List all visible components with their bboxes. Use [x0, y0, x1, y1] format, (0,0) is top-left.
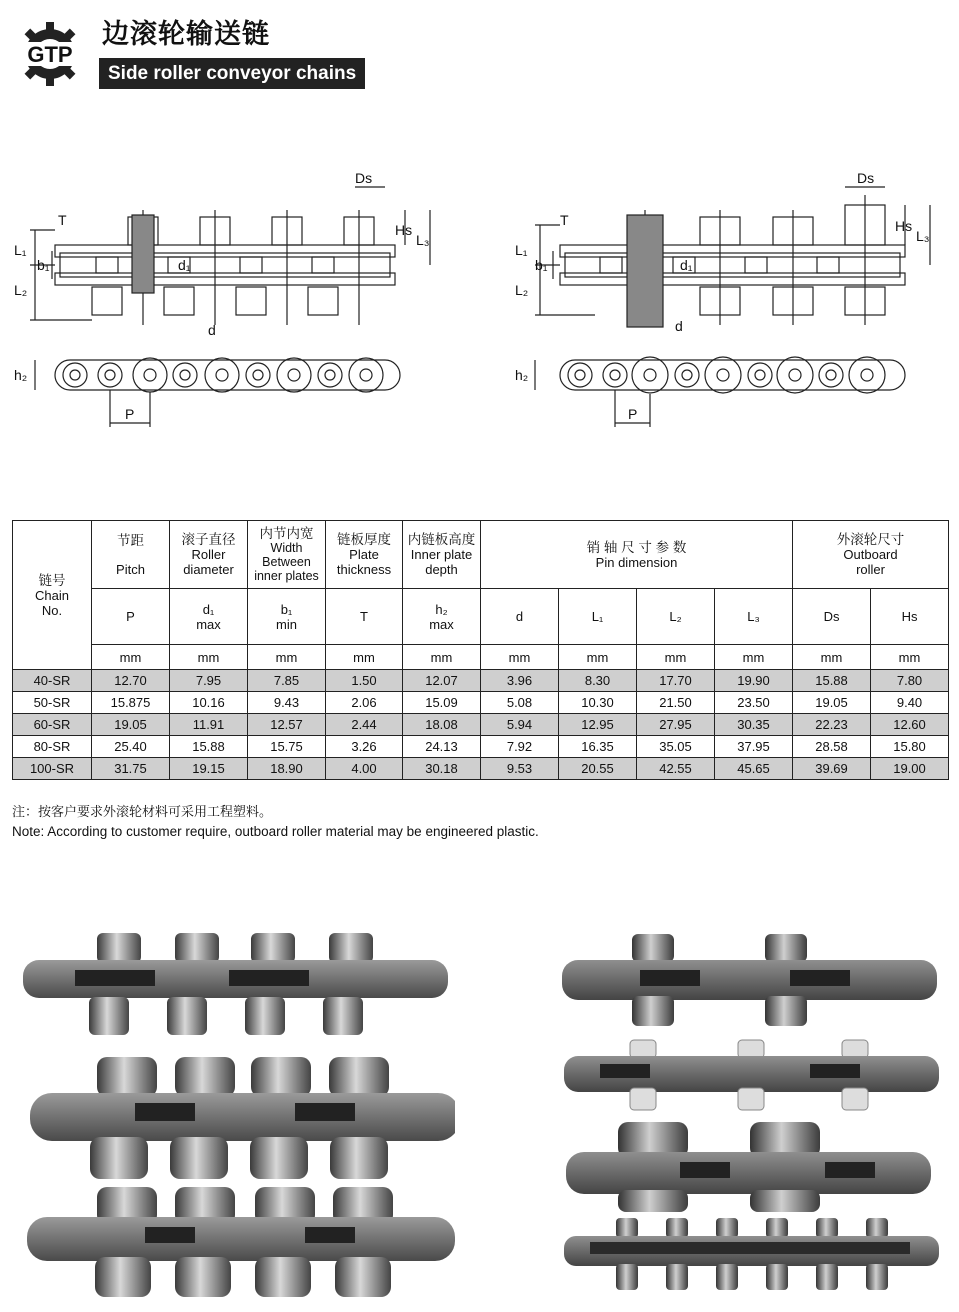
- label-d: d: [208, 322, 216, 338]
- value-cell: 5.94: [481, 714, 559, 736]
- outboard-roller-en2: roller: [856, 562, 885, 577]
- outboard-roller-en1: Outboard: [843, 547, 898, 562]
- header-roller-diameter: [170, 521, 248, 589]
- label-t: T: [58, 212, 67, 228]
- chain-photos-left: [15, 925, 455, 1305]
- pitch-en: Pitch: [116, 561, 145, 577]
- header-plate-thickness: [326, 521, 403, 589]
- photo-chain-3: [27, 1187, 455, 1297]
- value-cell: 30.18: [403, 758, 481, 780]
- value-cell: 39.69: [793, 758, 871, 780]
- symbol-b1: [248, 589, 326, 645]
- table-row: [13, 714, 949, 736]
- label-l3: L₃: [416, 232, 430, 248]
- value-cell: 30.35: [715, 714, 793, 736]
- value-cell: 19.05: [92, 714, 170, 736]
- symbol-d1: [170, 589, 248, 645]
- chain-no-cell: 60-SR: [13, 714, 92, 736]
- value-cell: 12.60: [871, 714, 949, 736]
- value-cell: 4.00: [326, 758, 403, 780]
- chain-no-en1: Chain: [35, 587, 69, 603]
- limit-h2: max: [429, 616, 454, 632]
- symbol-d: d: [481, 589, 559, 645]
- symbol-t: T: [326, 589, 403, 645]
- value-cell: 10.16: [170, 692, 248, 714]
- symbol-l1: L₁: [559, 589, 637, 645]
- spec-table: [12, 520, 949, 780]
- label-p: P: [125, 406, 135, 422]
- chain-no-en2: No.: [41, 602, 63, 618]
- header-pin-dimension: [481, 521, 793, 589]
- symbol-b1-text: b₁: [280, 601, 293, 617]
- value-cell: 15.09: [403, 692, 481, 714]
- unit-cell: mm: [170, 645, 248, 670]
- inner-plate-depth-en2: depth: [425, 562, 458, 577]
- unit-cell: mm: [326, 645, 403, 670]
- value-cell: 37.95: [715, 736, 793, 758]
- value-cell: 20.55: [559, 758, 637, 780]
- title-en: Side roller conveyor chains: [99, 58, 365, 89]
- value-cell: 8.30: [559, 670, 637, 692]
- label-l1-r: L₁: [515, 242, 528, 258]
- pitch-cn: 节距: [117, 532, 144, 548]
- unit-cell: mm: [559, 645, 637, 670]
- note-en: Note: According to customer require, outboard roller material may be engineered plastic.: [12, 824, 539, 839]
- photo-chain-2: [30, 1057, 455, 1179]
- symbol-l3: L₃: [715, 589, 793, 645]
- value-cell: 31.75: [92, 758, 170, 780]
- width-between-en3: inner plates: [254, 568, 319, 583]
- label-b1-r: b₁: [535, 257, 548, 273]
- plate-thickness-cn: 链板厚度: [337, 532, 391, 547]
- header-chain-no: [13, 521, 92, 670]
- label-l3-r: L₃: [916, 228, 930, 244]
- title-cn: 边滚轮输送链: [102, 19, 270, 50]
- unit-cell: mm: [481, 645, 559, 670]
- plate-thickness-en2: thickness: [336, 562, 392, 577]
- value-cell: 7.95: [170, 670, 248, 692]
- value-cell: 27.95: [637, 714, 715, 736]
- chain-photos-right: [560, 930, 945, 1305]
- chain-no-cn: 链号: [38, 572, 66, 588]
- header-outboard-roller: [793, 521, 949, 589]
- value-cell: 3.26: [326, 736, 403, 758]
- value-cell: 12.70: [92, 670, 170, 692]
- value-cell: 7.85: [248, 670, 326, 692]
- value-cell: 1.50: [326, 670, 403, 692]
- table-row: [13, 692, 949, 714]
- chain-diagram-left: [10, 165, 450, 435]
- value-cell: 12.57: [248, 714, 326, 736]
- value-cell: 15.80: [871, 736, 949, 758]
- label-h2-r: h₂: [515, 367, 529, 383]
- value-cell: 19.90: [715, 670, 793, 692]
- label-l1: L₁: [14, 242, 27, 258]
- value-cell: 25.40: [92, 736, 170, 758]
- symbol-d1-text: d₁: [202, 601, 215, 617]
- gtp-gear-logo: [12, 14, 88, 90]
- symbol-l2: L₂: [637, 589, 715, 645]
- outboard-roller-cn: 外滚轮尺寸: [836, 532, 905, 547]
- inner-plate-depth-cn: 内链板高度: [407, 532, 476, 547]
- label-d1: d₁: [178, 257, 191, 273]
- value-cell: 9.53: [481, 758, 559, 780]
- unit-cell: mm: [637, 645, 715, 670]
- value-cell: 45.65: [715, 758, 793, 780]
- value-cell: 15.875: [92, 692, 170, 714]
- value-cell: 15.88: [170, 736, 248, 758]
- unit-cell: mm: [715, 645, 793, 670]
- pin-dimension-en: Pin dimension: [595, 554, 678, 570]
- photo-chain-5: [564, 1040, 939, 1110]
- value-cell: 2.06: [326, 692, 403, 714]
- limit-d1: max: [196, 616, 221, 632]
- header-pitch: [92, 521, 170, 589]
- width-between-en1: Width: [270, 540, 303, 555]
- value-cell: 15.88: [793, 670, 871, 692]
- photo-chain-7: [564, 1218, 939, 1290]
- note: [12, 803, 539, 841]
- value-cell: 19.15: [170, 758, 248, 780]
- value-cell: 24.13: [403, 736, 481, 758]
- value-cell: 15.75: [248, 736, 326, 758]
- value-cell: 22.23: [793, 714, 871, 736]
- width-between-cn: 内节内宽: [259, 525, 314, 541]
- photo-chain-1: [23, 933, 448, 1035]
- label-l2-r: L₂: [515, 282, 529, 298]
- symbol-h2: [403, 589, 481, 645]
- chain-no-cell: 80-SR: [13, 736, 92, 758]
- value-cell: 19.05: [793, 692, 871, 714]
- value-cell: 17.70: [637, 670, 715, 692]
- table-row: [13, 736, 949, 758]
- label-ds: Ds: [355, 170, 373, 186]
- value-cell: 23.50: [715, 692, 793, 714]
- value-cell: 16.35: [559, 736, 637, 758]
- value-cell: 18.90: [248, 758, 326, 780]
- value-cell: 35.05: [637, 736, 715, 758]
- symbol-p: P: [92, 589, 170, 645]
- label-d-r: d: [675, 318, 683, 334]
- roller-diameter-en1: Roller: [191, 547, 226, 562]
- label-t-r: T: [560, 212, 569, 228]
- unit-cell: mm: [793, 645, 871, 670]
- label-d1-r: d₁: [680, 257, 693, 273]
- label-hs: Hs: [395, 222, 413, 238]
- header-width-between: [248, 521, 326, 589]
- value-cell: 42.55: [637, 758, 715, 780]
- chain-no-cell: 100-SR: [13, 758, 92, 780]
- unit-cell: mm: [248, 645, 326, 670]
- photo-chain-4: [562, 934, 937, 1026]
- logo-text: GTP: [27, 42, 73, 67]
- plate-thickness-en1: Plate: [349, 547, 379, 562]
- value-cell: 7.80: [871, 670, 949, 692]
- chain-no-cell: 50-SR: [13, 692, 92, 714]
- label-ds-r: Ds: [857, 170, 875, 186]
- value-cell: 28.58: [793, 736, 871, 758]
- table-row: [13, 758, 949, 780]
- label-b1: b₁: [37, 257, 50, 273]
- photo-chain-6: [566, 1122, 931, 1212]
- roller-diameter-cn: 滚子直径: [181, 532, 236, 547]
- header-inner-plate-depth: [403, 521, 481, 589]
- unit-cell: mm: [871, 645, 949, 670]
- value-cell: 9.40: [871, 692, 949, 714]
- width-between-en2: Between: [262, 554, 311, 569]
- chain-no-cell: 40-SR: [13, 670, 92, 692]
- symbol-hs: Hs: [871, 589, 949, 645]
- value-cell: 12.95: [559, 714, 637, 736]
- unit-cell: mm: [92, 645, 170, 670]
- value-cell: 19.00: [871, 758, 949, 780]
- value-cell: 18.08: [403, 714, 481, 736]
- label-h2: h₂: [14, 367, 28, 383]
- pin-dimension-cn: 销 轴 尺 寸 参 数: [586, 539, 687, 555]
- value-cell: 12.07: [403, 670, 481, 692]
- label-l2: L₂: [14, 282, 28, 298]
- value-cell: 2.44: [326, 714, 403, 736]
- value-cell: 21.50: [637, 692, 715, 714]
- limit-b1: min: [276, 616, 297, 632]
- value-cell: 5.08: [481, 692, 559, 714]
- note-cn: 注：按客户要求外滚轮材料可采用工程塑料。: [12, 805, 273, 820]
- label-hs-r: Hs: [895, 218, 913, 234]
- roller-diameter-en2: diameter: [183, 562, 234, 577]
- value-cell: 11.91: [170, 714, 248, 736]
- table-row: [13, 670, 949, 692]
- value-cell: 7.92: [481, 736, 559, 758]
- value-cell: 3.96: [481, 670, 559, 692]
- value-cell: 9.43: [248, 692, 326, 714]
- label-p-r: P: [628, 406, 638, 422]
- value-cell: 10.30: [559, 692, 637, 714]
- symbol-ds: Ds: [793, 589, 871, 645]
- unit-cell: mm: [403, 645, 481, 670]
- symbol-h2-text: h₂: [435, 601, 448, 617]
- chain-diagram-right: [505, 165, 945, 435]
- inner-plate-depth-en1: Inner plate: [410, 547, 473, 562]
